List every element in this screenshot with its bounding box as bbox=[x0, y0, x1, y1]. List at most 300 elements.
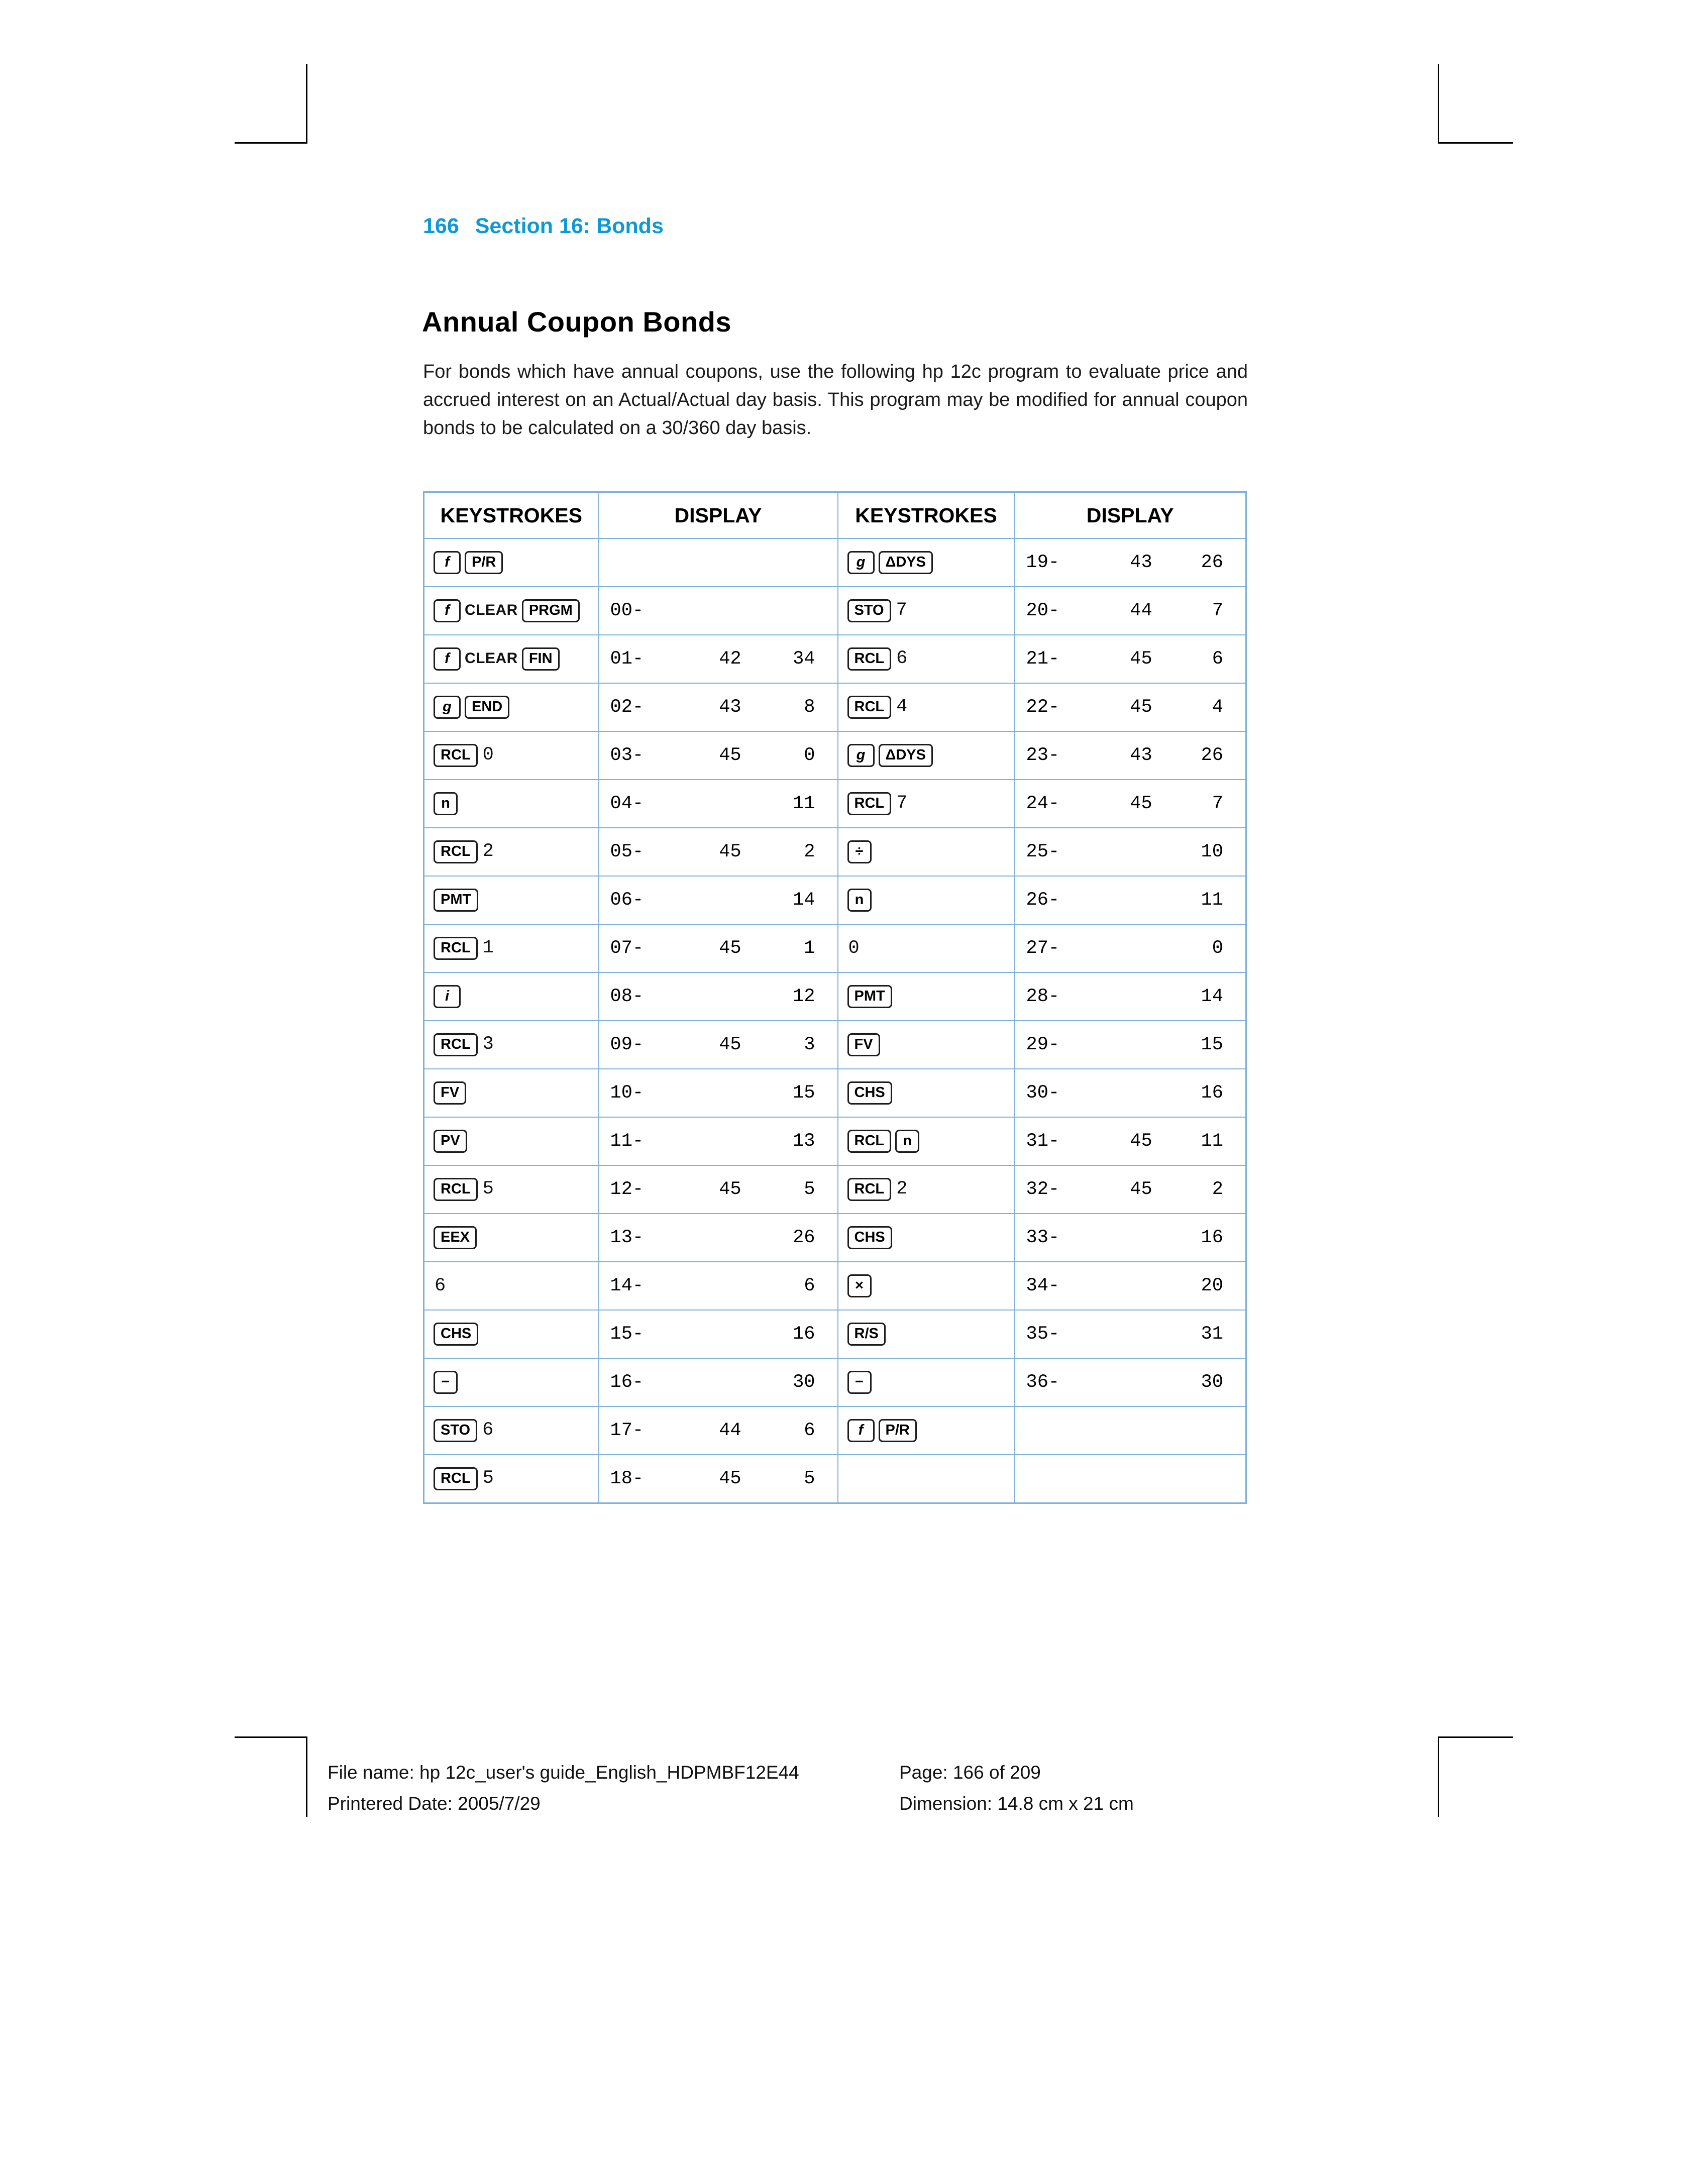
running-header bbox=[423, 214, 664, 239]
key-pmt: PMT bbox=[434, 889, 478, 912]
crop-mark-top-right bbox=[1438, 64, 1513, 144]
step-number: 24- bbox=[1026, 793, 1060, 814]
display-code bbox=[599, 1324, 837, 1345]
keycode-col: 13 bbox=[793, 1131, 815, 1152]
keycode-row: 45 bbox=[1130, 1179, 1152, 1200]
key-digit: 0 bbox=[848, 938, 860, 959]
keycode-row: 45 bbox=[1130, 1131, 1152, 1152]
display-cell bbox=[1015, 683, 1246, 731]
key-chs: CHS bbox=[434, 1323, 478, 1346]
step-number: 19- bbox=[1026, 552, 1060, 573]
display-cell bbox=[1015, 635, 1246, 683]
step-number: 32- bbox=[1026, 1179, 1060, 1200]
keystrokes-cell bbox=[838, 876, 1015, 924]
display-code bbox=[1015, 938, 1246, 959]
step-number: 22- bbox=[1026, 697, 1060, 718]
keystrokes-cell bbox=[424, 1069, 599, 1117]
display-cell bbox=[599, 587, 838, 635]
keystrokes-cell bbox=[838, 1165, 1015, 1214]
keycode-col: 34 bbox=[793, 648, 815, 670]
key-digit: 3 bbox=[482, 1033, 494, 1055]
display-cell bbox=[599, 1069, 838, 1117]
keystrokes-cell bbox=[424, 924, 599, 972]
key-pv: PV bbox=[434, 1130, 467, 1153]
keystrokes-cell bbox=[838, 924, 1015, 972]
keycode-row: 44 bbox=[719, 1420, 741, 1441]
display-cell bbox=[1015, 1406, 1246, 1455]
step-number: 27- bbox=[1026, 938, 1060, 959]
column-header-keystrokes-right: KEYSTROKES bbox=[838, 492, 1015, 539]
keystrokes-cell bbox=[424, 1214, 599, 1262]
key-minus: − bbox=[847, 1371, 872, 1394]
key-fv: FV bbox=[847, 1033, 880, 1057]
display-cell bbox=[599, 1406, 838, 1455]
display-cell bbox=[1015, 1214, 1246, 1262]
table-header-row bbox=[424, 492, 1246, 539]
key-p-r: P/R bbox=[879, 1419, 917, 1443]
crop-mark-bottom-right bbox=[1438, 1736, 1513, 1817]
keycode-row: 45 bbox=[719, 1034, 741, 1055]
display-cell bbox=[1015, 1165, 1246, 1214]
display-cell bbox=[599, 1165, 838, 1214]
step-number: 34- bbox=[1026, 1275, 1060, 1296]
program-row bbox=[424, 1406, 1246, 1455]
key-rcl: RCL bbox=[434, 1033, 478, 1057]
keystrokes-cell bbox=[424, 1117, 599, 1165]
keycode-col: 11 bbox=[1201, 890, 1223, 911]
keycode-col: 16 bbox=[1201, 1227, 1223, 1248]
keycode-col: 7 bbox=[1212, 600, 1223, 621]
key-f: f bbox=[434, 647, 461, 671]
keycode-col: 0 bbox=[804, 745, 815, 766]
program-row bbox=[424, 828, 1246, 876]
step-number: 04- bbox=[610, 793, 644, 814]
display-cell bbox=[1015, 587, 1246, 635]
step-number: 21- bbox=[1026, 648, 1060, 670]
program-table-body bbox=[424, 538, 1246, 1503]
program-row bbox=[424, 587, 1246, 635]
program-row bbox=[424, 972, 1246, 1021]
keycode-row: 45 bbox=[719, 938, 741, 959]
keycode-col: 16 bbox=[1201, 1082, 1223, 1104]
keycode-col: 12 bbox=[793, 986, 815, 1007]
key-end: END bbox=[465, 696, 509, 719]
program-row bbox=[424, 1310, 1246, 1358]
keycode-col: 26 bbox=[793, 1227, 815, 1248]
program-row bbox=[424, 538, 1246, 587]
display-cell bbox=[599, 828, 838, 876]
display-cell bbox=[1015, 1310, 1246, 1358]
key-n: n bbox=[895, 1130, 919, 1153]
step-number: 13- bbox=[610, 1227, 644, 1248]
key-g: g bbox=[847, 551, 875, 575]
step-number: 25- bbox=[1026, 841, 1060, 862]
step-number: 16- bbox=[610, 1372, 644, 1393]
keystrokes-cell bbox=[838, 587, 1015, 635]
keycode-row: 45 bbox=[1130, 793, 1152, 814]
program-row bbox=[424, 731, 1246, 780]
display-cell bbox=[1015, 538, 1246, 587]
key-digit: 7 bbox=[896, 792, 908, 814]
footer-dimension: Dimension: 14.8 cm x 21 cm bbox=[899, 1793, 1134, 1814]
keystrokes-cell bbox=[838, 1406, 1015, 1455]
keycode-col: 14 bbox=[793, 890, 815, 911]
step-number: 35- bbox=[1026, 1324, 1060, 1345]
display-code bbox=[599, 697, 837, 718]
display-cell bbox=[599, 1455, 838, 1503]
display-cell bbox=[599, 972, 838, 1021]
key-digit: 6 bbox=[482, 1419, 494, 1441]
step-number: 26- bbox=[1026, 890, 1060, 911]
keystrokes-cell bbox=[838, 1455, 1015, 1503]
step-number: 29- bbox=[1026, 1034, 1060, 1055]
keystrokes-cell bbox=[838, 1117, 1015, 1165]
key-multiply: × bbox=[847, 1274, 872, 1298]
display-code bbox=[1015, 1227, 1246, 1248]
keycode-col: 11 bbox=[1201, 1131, 1223, 1152]
keystrokes-cell bbox=[838, 1358, 1015, 1406]
key-rcl: RCL bbox=[434, 937, 478, 960]
display-code bbox=[1015, 1372, 1246, 1393]
key-rcl: RCL bbox=[847, 1130, 892, 1153]
key-digit: 2 bbox=[896, 1178, 908, 1200]
keycode-col: 11 bbox=[793, 793, 815, 814]
key-rcl: RCL bbox=[847, 792, 892, 816]
step-number: 09- bbox=[610, 1034, 644, 1055]
program-row bbox=[424, 876, 1246, 924]
keystrokes-cell bbox=[424, 1358, 599, 1406]
key-clear-label: CLEAR bbox=[465, 601, 518, 618]
key-i: i bbox=[434, 985, 461, 1009]
keycode-col: 5 bbox=[804, 1179, 815, 1200]
program-listing-table bbox=[423, 491, 1247, 1504]
footer-printed-date: Printered Date: 2005/7/29 bbox=[328, 1793, 541, 1814]
key-g: g bbox=[434, 696, 461, 719]
display-cell bbox=[1015, 1021, 1246, 1069]
keycode-col: 31 bbox=[1201, 1324, 1223, 1345]
running-header-section-title: Section 16: Bonds bbox=[475, 214, 664, 238]
key-delta-dys: ΔDYS bbox=[879, 551, 933, 575]
step-number: 05- bbox=[610, 841, 644, 862]
display-cell bbox=[1015, 1358, 1246, 1406]
display-cell bbox=[599, 1021, 838, 1069]
keycode-col: 0 bbox=[1212, 938, 1223, 959]
key-rcl: RCL bbox=[434, 1467, 478, 1491]
key-fv: FV bbox=[434, 1081, 466, 1105]
program-row bbox=[424, 1069, 1246, 1117]
display-cell bbox=[1015, 1069, 1246, 1117]
key-digit: 1 bbox=[482, 937, 494, 958]
keystrokes-cell bbox=[838, 828, 1015, 876]
key-digit: 0 bbox=[482, 744, 494, 766]
display-cell bbox=[1015, 731, 1246, 780]
key-rcl: RCL bbox=[434, 1178, 478, 1202]
display-code bbox=[1015, 1324, 1246, 1345]
keycode-col: 15 bbox=[793, 1082, 815, 1104]
keystrokes-cell bbox=[424, 1455, 599, 1503]
key-rcl: RCL bbox=[847, 1178, 892, 1202]
step-number: 01- bbox=[610, 648, 644, 670]
display-cell bbox=[599, 1117, 838, 1165]
display-code bbox=[599, 1034, 837, 1055]
keystrokes-cell bbox=[838, 1262, 1015, 1310]
key-f: f bbox=[434, 551, 461, 575]
display-code bbox=[599, 1179, 837, 1200]
keycode-row: 44 bbox=[1130, 600, 1152, 621]
display-code bbox=[1015, 1131, 1246, 1152]
display-code bbox=[599, 745, 837, 766]
keycode-col: 26 bbox=[1201, 745, 1223, 766]
keycode-col: 4 bbox=[1212, 697, 1223, 718]
key-rcl: RCL bbox=[434, 840, 478, 864]
keycode-col: 26 bbox=[1201, 552, 1223, 573]
keycode-col: 2 bbox=[1212, 1179, 1223, 1200]
program-row bbox=[424, 1117, 1246, 1165]
step-number: 30- bbox=[1026, 1082, 1060, 1104]
step-number: 07- bbox=[610, 938, 644, 959]
key-minus: − bbox=[434, 1371, 458, 1394]
display-cell bbox=[599, 635, 838, 683]
key-delta-dys: ΔDYS bbox=[879, 744, 933, 768]
keystrokes-cell bbox=[424, 587, 599, 635]
keystrokes-cell bbox=[838, 1214, 1015, 1262]
key-sto: STO bbox=[434, 1419, 477, 1443]
key-rcl: RCL bbox=[434, 744, 478, 768]
keycode-row: 43 bbox=[719, 697, 741, 718]
step-number: 28- bbox=[1026, 986, 1060, 1007]
display-code bbox=[1015, 1275, 1246, 1296]
key-clear-label: CLEAR bbox=[465, 649, 518, 667]
keycode-row: 45 bbox=[1130, 648, 1152, 670]
program-row bbox=[424, 1262, 1246, 1310]
display-cell bbox=[599, 876, 838, 924]
keycode-col: 8 bbox=[804, 697, 815, 718]
key-digit: 2 bbox=[482, 840, 494, 862]
step-number: 31- bbox=[1026, 1131, 1060, 1152]
step-number: 12- bbox=[610, 1179, 644, 1200]
keystrokes-cell bbox=[424, 1262, 599, 1310]
step-number: 02- bbox=[610, 697, 644, 718]
step-number: 33- bbox=[1026, 1227, 1060, 1248]
step-number: 00- bbox=[610, 600, 644, 621]
keystrokes-cell bbox=[838, 972, 1015, 1021]
column-header-display-right: DISPLAY bbox=[1015, 492, 1246, 539]
keystrokes-cell bbox=[424, 731, 599, 780]
keycode-col: 20 bbox=[1201, 1275, 1223, 1296]
program-row bbox=[424, 780, 1246, 828]
step-number: 15- bbox=[610, 1324, 644, 1345]
keystrokes-cell bbox=[424, 972, 599, 1021]
step-number: 11- bbox=[610, 1131, 644, 1152]
keystrokes-cell bbox=[424, 1165, 599, 1214]
display-code bbox=[599, 600, 837, 621]
key-f: f bbox=[434, 599, 461, 623]
keycode-col: 30 bbox=[793, 1372, 815, 1393]
key-digit: 4 bbox=[896, 696, 908, 717]
keycode-row: 45 bbox=[719, 1468, 741, 1489]
step-number: 14- bbox=[610, 1275, 644, 1296]
display-cell bbox=[1015, 876, 1246, 924]
display-code bbox=[599, 793, 837, 814]
display-cell bbox=[1015, 924, 1246, 972]
keystrokes-cell bbox=[838, 635, 1015, 683]
keystrokes-cell bbox=[838, 538, 1015, 587]
keycode-col: 10 bbox=[1201, 841, 1223, 862]
key-p-r: P/R bbox=[465, 551, 503, 575]
display-cell bbox=[1015, 828, 1246, 876]
keystrokes-cell bbox=[424, 876, 599, 924]
keycode-col: 3 bbox=[804, 1034, 815, 1055]
footer-left-block bbox=[328, 1757, 799, 1819]
display-code bbox=[1015, 600, 1246, 621]
key-prgm: PRGM bbox=[522, 599, 580, 623]
keycode-row: 45 bbox=[1130, 697, 1152, 718]
display-code bbox=[599, 841, 837, 862]
keycode-col: 6 bbox=[1212, 648, 1223, 670]
keystrokes-cell bbox=[838, 1021, 1015, 1069]
intro-paragraph: For bonds which have annual coupons, use the following hp 12c program to evaluate price and accrued interest on an Actual/Actual day basis. This program may be modified for annual coupon bonds to be calculated on a 30/360 day basis. bbox=[423, 361, 1248, 439]
display-code bbox=[1015, 1179, 1246, 1200]
keycode-col: 1 bbox=[804, 938, 815, 959]
keycode-col: 14 bbox=[1201, 986, 1223, 1007]
keystrokes-cell bbox=[838, 780, 1015, 828]
display-code bbox=[1015, 793, 1246, 814]
keystrokes-cell bbox=[424, 828, 599, 876]
display-code bbox=[599, 1372, 837, 1393]
display-code bbox=[599, 1420, 837, 1441]
key-pmt: PMT bbox=[847, 985, 892, 1009]
display-cell bbox=[1015, 780, 1246, 828]
step-number: 06- bbox=[610, 890, 644, 911]
keystrokes-cell bbox=[838, 1069, 1015, 1117]
keystrokes-cell bbox=[424, 683, 599, 731]
keycode-col: 2 bbox=[804, 841, 815, 862]
display-code bbox=[599, 1131, 837, 1152]
display-cell bbox=[599, 1214, 838, 1262]
keystrokes-cell bbox=[424, 1310, 599, 1358]
keystrokes-cell bbox=[838, 731, 1015, 780]
display-cell bbox=[599, 924, 838, 972]
display-code bbox=[599, 1468, 837, 1489]
keycode-col: 30 bbox=[1201, 1372, 1223, 1393]
keystrokes-cell bbox=[424, 780, 599, 828]
keycode-row: 45 bbox=[719, 745, 741, 766]
display-code bbox=[599, 1082, 837, 1104]
key-f: f bbox=[847, 1419, 875, 1443]
keycode-col: 6 bbox=[804, 1420, 815, 1441]
program-row bbox=[424, 1214, 1246, 1262]
key-sto: STO bbox=[847, 599, 891, 623]
display-code bbox=[1015, 745, 1246, 766]
display-cell bbox=[1015, 1262, 1246, 1310]
step-number: 18- bbox=[610, 1468, 644, 1489]
display-code bbox=[599, 1227, 837, 1248]
step-number: 10- bbox=[610, 1082, 644, 1104]
step-number: 23- bbox=[1026, 745, 1060, 766]
key-chs: CHS bbox=[847, 1226, 892, 1250]
keycode-row: 43 bbox=[1130, 552, 1152, 573]
step-number: 03- bbox=[610, 745, 644, 766]
footer-page-info: Page: 166 of 209 bbox=[899, 1762, 1041, 1783]
crop-mark-bottom-left bbox=[235, 1736, 307, 1817]
display-cell bbox=[1015, 1117, 1246, 1165]
key-digit: 7 bbox=[896, 599, 907, 621]
page-title: Annual Coupon Bonds bbox=[422, 306, 732, 338]
keycode-row: 42 bbox=[719, 648, 741, 670]
keycode-col: 16 bbox=[793, 1324, 815, 1345]
program-row bbox=[424, 1455, 1246, 1503]
display-cell bbox=[599, 1310, 838, 1358]
key-rcl: RCL bbox=[847, 696, 892, 719]
keystrokes-cell bbox=[424, 538, 599, 587]
key-g: g bbox=[847, 744, 875, 768]
keystrokes-cell bbox=[424, 1021, 599, 1069]
keycode-row: 45 bbox=[719, 841, 741, 862]
display-code bbox=[599, 890, 837, 911]
display-code bbox=[1015, 841, 1246, 862]
display-code bbox=[1015, 986, 1246, 1007]
step-number: 36- bbox=[1026, 1372, 1060, 1393]
display-code bbox=[1015, 1082, 1246, 1104]
display-cell bbox=[599, 683, 838, 731]
display-cell bbox=[1015, 1455, 1246, 1503]
keycode-col: 7 bbox=[1212, 793, 1223, 814]
display-cell bbox=[599, 780, 838, 828]
display-code bbox=[599, 1275, 837, 1296]
column-header-keystrokes-left: KEYSTROKES bbox=[424, 492, 599, 539]
step-number: 17- bbox=[610, 1420, 644, 1441]
display-cell bbox=[599, 538, 838, 587]
program-row bbox=[424, 1021, 1246, 1069]
keycode-col: 5 bbox=[804, 1468, 815, 1489]
program-row bbox=[424, 683, 1246, 731]
display-code bbox=[1015, 552, 1246, 573]
keystrokes-cell bbox=[424, 1406, 599, 1455]
key-fin: FIN bbox=[522, 647, 560, 671]
program-row bbox=[424, 1358, 1246, 1406]
keycode-row: 45 bbox=[719, 1179, 741, 1200]
crop-mark-top-left bbox=[235, 64, 307, 144]
key-n: n bbox=[434, 792, 458, 816]
display-code bbox=[1015, 697, 1246, 718]
display-cell bbox=[599, 1358, 838, 1406]
key-digit: 6 bbox=[435, 1275, 446, 1296]
keycode-col: 15 bbox=[1201, 1034, 1223, 1055]
footer-file-name: File name: hp 12c_user's guide_English_HDPMBF12E44 bbox=[328, 1762, 799, 1783]
keystrokes-cell bbox=[838, 683, 1015, 731]
display-code bbox=[599, 986, 837, 1007]
key-r-s: R/S bbox=[847, 1323, 886, 1346]
keystrokes-cell bbox=[424, 635, 599, 683]
program-row bbox=[424, 635, 1246, 683]
key-digit: 5 bbox=[482, 1467, 494, 1489]
key-digit: 5 bbox=[482, 1178, 494, 1200]
display-cell bbox=[1015, 972, 1246, 1021]
program-row bbox=[424, 1165, 1246, 1214]
program-row bbox=[424, 924, 1246, 972]
display-code bbox=[1015, 1034, 1246, 1055]
display-code bbox=[599, 648, 837, 670]
key-n: n bbox=[847, 889, 872, 912]
key-divide: ÷ bbox=[847, 840, 872, 864]
step-number: 20- bbox=[1026, 600, 1060, 621]
keycode-row: 43 bbox=[1130, 745, 1152, 766]
display-code bbox=[599, 938, 837, 959]
display-code bbox=[1015, 890, 1246, 911]
key-eex: EEX bbox=[434, 1226, 477, 1250]
column-header-display-left: DISPLAY bbox=[599, 492, 838, 539]
key-digit: 6 bbox=[896, 647, 908, 669]
